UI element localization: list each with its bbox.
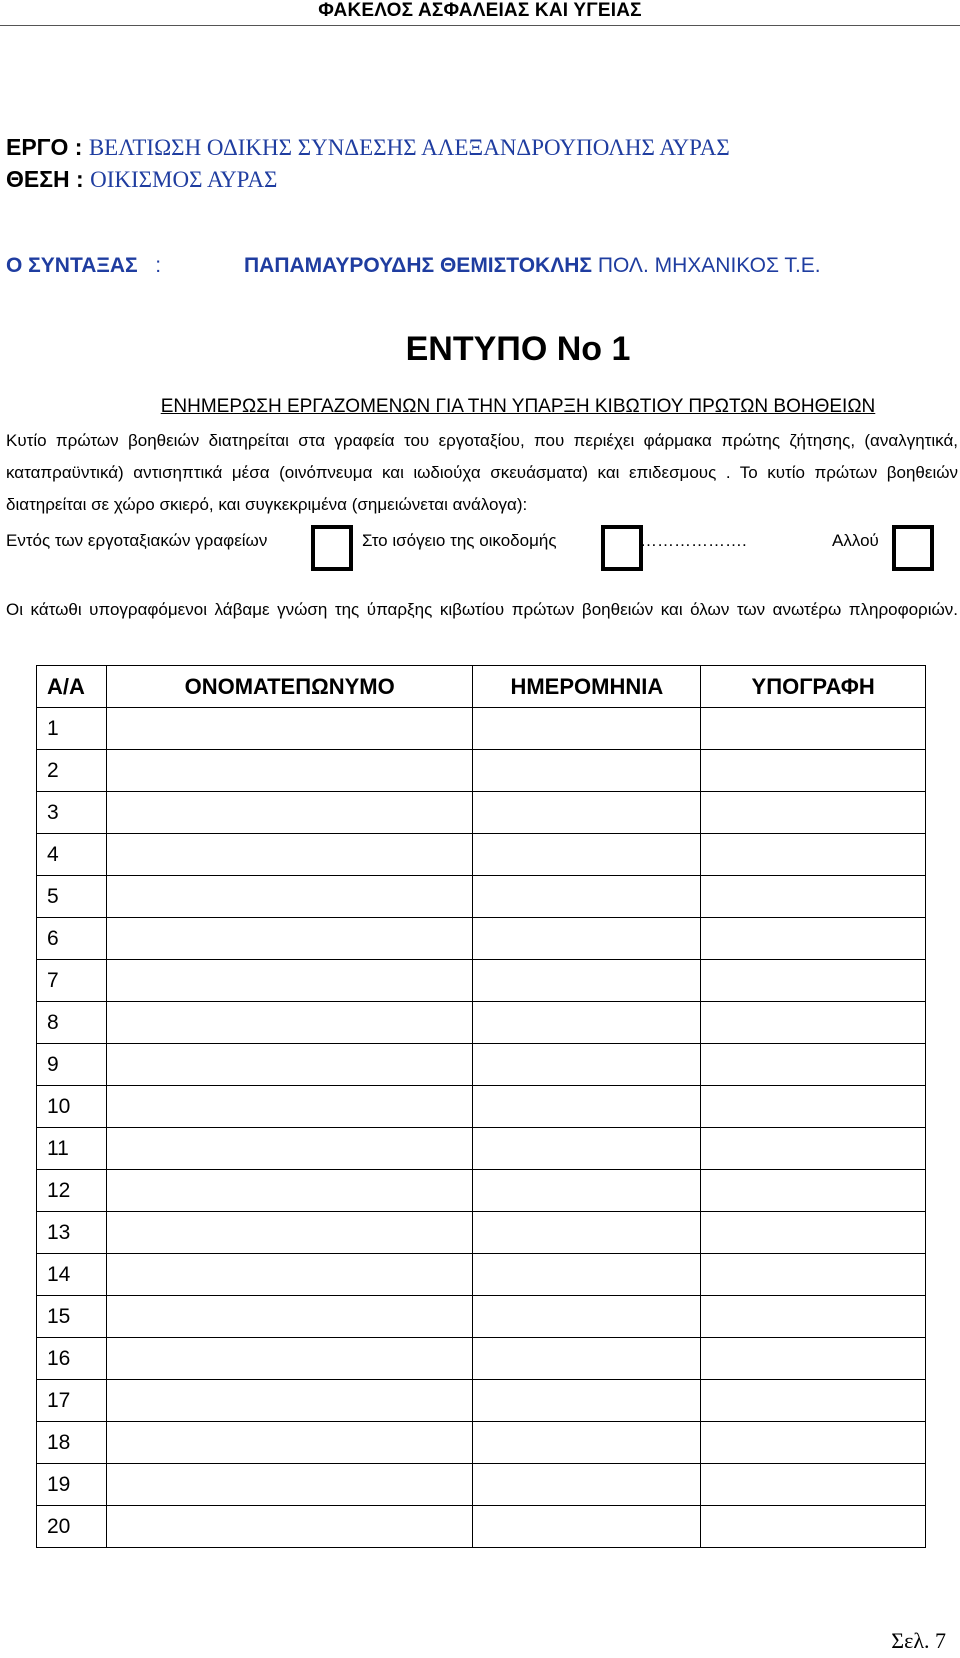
signature-cell[interactable] [701,1296,926,1338]
option-ground-floor-checkbox[interactable] [601,525,643,571]
option-other-label: Αλλού [832,531,879,550]
date-cell[interactable] [473,1506,701,1548]
signature-cell[interactable] [701,1170,926,1212]
table-row [37,1464,926,1506]
signature-cell[interactable] [701,1380,926,1422]
signature-cell[interactable] [701,960,926,1002]
name-cell[interactable] [106,960,473,1002]
date-cell[interactable] [473,1044,701,1086]
row-number: 20 [37,1506,107,1548]
table-row [37,1380,926,1422]
date-cell[interactable] [473,1422,701,1464]
signature-cell[interactable] [701,1254,926,1296]
signature-cell[interactable] [701,1086,926,1128]
author-name: ΠΑΠΑΜΑΥΡΟΥΔΗΣ ΘΕΜΙΣΤΟΚΛΗΣ [244,254,592,277]
ergo-label: ΕΡΓΟ : [6,134,89,160]
row-number: 7 [37,960,107,1002]
option-ground-floor [362,531,557,551]
option-office-checkbox[interactable] [311,525,353,571]
name-cell[interactable] [106,1422,473,1464]
info-paragraph: Κυτίο πρώτων βοηθειών διατηρείται στα γραφεία του εργοταξίου, που περιέχει φάρμακα πρώτης ζήτησης, (αναλγητικά, καταπραϋντικά) αντισηπτικά μέσα (οινόπνευμα και ιωδιούχα σκευάσματα) και επιδεσμους . Το κυτίο πρώτων βοηθειών διατηρείται σε χώρο σκιερό, και συγκεκριμένα (σημειώνεται ανάλογα): [6,431,958,514]
row-number: 16 [37,1338,107,1380]
table-row [37,1170,926,1212]
project-ergo-line [6,134,730,161]
option-other-dots: ………………. [640,531,747,550]
date-cell[interactable] [473,876,701,918]
date-cell[interactable] [473,792,701,834]
option-office-label: Εντός των εργοταξιακών γραφείων [6,531,268,550]
table-row [37,1506,926,1548]
form-title: ΕΝΤΥΠΟ Νο 1 [405,330,631,368]
row-number: 14 [37,1254,107,1296]
name-cell[interactable] [106,876,473,918]
date-cell[interactable] [473,708,701,750]
project-thesi-line [6,166,277,193]
name-cell[interactable] [106,708,473,750]
signature-cell[interactable] [701,1212,926,1254]
option-ground-floor-label: Στο ισόγειο της οικοδομής [362,531,557,550]
date-cell[interactable] [473,1212,701,1254]
name-cell[interactable] [106,1170,473,1212]
table-row [37,750,926,792]
signature-cell[interactable] [701,1464,926,1506]
table-row [37,1044,926,1086]
row-number: 3 [37,792,107,834]
table-row [37,792,926,834]
name-cell[interactable] [106,1464,473,1506]
signature-cell[interactable] [701,1002,926,1044]
row-number: 5 [37,876,107,918]
row-number: 12 [37,1170,107,1212]
table-header-row [37,666,926,708]
row-number: 1 [37,708,107,750]
date-cell[interactable] [473,1086,701,1128]
row-number: 13 [37,1212,107,1254]
acknowledgement-paragraph: Οι κάτωθι υπογραφόμενοι λάβαμε γνώση της ύπαρξης κιβωτίου πρώτων βοηθειών και όλων των ανωτέρω πληροφοριών. [6,600,958,619]
row-number: 2 [37,750,107,792]
signature-cell[interactable] [701,876,926,918]
signature-cell[interactable] [701,792,926,834]
name-cell[interactable] [106,1086,473,1128]
row-number: 10 [37,1086,107,1128]
author-label: Ο ΣΥΝΤΑΞΑΣ : [6,254,162,277]
page-header-title: ΦΑΚΕΛΟΣ ΑΣΦΑΛΕΙΑΣ ΚΑΙ ΥΓΕΙΑΣ [318,0,642,21]
header-divider [0,25,960,26]
name-cell[interactable] [106,1044,473,1086]
date-cell[interactable] [473,1296,701,1338]
thesi-value: ΟΙΚΙΣΜΟΣ ΑΥΡΑΣ [90,167,278,192]
signature-table [36,665,926,1548]
date-cell[interactable] [473,750,701,792]
name-cell[interactable] [106,834,473,876]
row-number: 9 [37,1044,107,1086]
name-cell[interactable] [106,918,473,960]
date-cell[interactable] [473,918,701,960]
name-cell[interactable] [106,1380,473,1422]
row-number: 18 [37,1422,107,1464]
date-cell[interactable] [473,960,701,1002]
signature-cell[interactable] [701,708,926,750]
row-number: 8 [37,1002,107,1044]
row-number: 6 [37,918,107,960]
name-cell[interactable] [106,1506,473,1548]
date-cell[interactable] [473,834,701,876]
table-row [37,1338,926,1380]
table-row [37,918,926,960]
signature-cell[interactable] [701,834,926,876]
signature-cell[interactable] [701,1128,926,1170]
row-number: 19 [37,1464,107,1506]
table-row [37,708,926,750]
ergo-value: ΒΕΛΤΙΩΣΗ ΟΔΙΚΗΣ ΣΥΝΔΕΣΗΣ ΑΛΕΞΑΝΔΡΟΥΠΟΛΗΣ ΑΥΡΑΣ [88,135,730,160]
row-number: 15 [37,1296,107,1338]
signature-cell[interactable] [701,1044,926,1086]
location-options [6,531,267,551]
name-cell[interactable] [106,1002,473,1044]
date-cell[interactable] [473,1380,701,1422]
name-cell[interactable] [106,1254,473,1296]
option-other-checkbox[interactable] [892,525,934,571]
table-row [37,1296,926,1338]
date-cell[interactable] [473,1170,701,1212]
signature-cell[interactable] [701,918,926,960]
table-row [37,1002,926,1044]
table-row [37,1086,926,1128]
name-cell[interactable] [106,792,473,834]
table-row [37,1422,926,1464]
signature-cell[interactable] [701,750,926,792]
col-header-date: ΗΜΕΡΟΜΗΝΙΑ [473,666,701,708]
row-number: 4 [37,834,107,876]
col-header-name: ΟΝΟΜΑΤΕΠΩΝΥΜΟ [106,666,473,708]
name-cell[interactable] [106,1296,473,1338]
date-cell[interactable] [473,1002,701,1044]
table-row [37,1254,926,1296]
form-subtitle: ΕΝΗΜΕΡΩΣΗ ΕΡΓΑΖΟΜΕΝΩΝ ΓΙΑ ΤΗΝ ΥΠΑΡΞΗ ΚΙΒΩΤΙΟΥ ΠΡΩΤΩΝ ΒΟΗΘΕΙΩΝ [160,396,876,417]
page-number: Σελ. 7 [891,1628,946,1653]
name-cell[interactable] [106,1338,473,1380]
table-row [37,834,926,876]
name-cell[interactable] [106,750,473,792]
table-row [37,960,926,1002]
name-cell[interactable] [106,1128,473,1170]
col-header-signature: ΥΠΟΓΡΑΦΗ [701,666,926,708]
date-cell[interactable] [473,1254,701,1296]
thesi-label: ΘΕΣΗ : [6,166,91,192]
table-row [37,1212,926,1254]
signature-cell[interactable] [701,1506,926,1548]
date-cell[interactable] [473,1128,701,1170]
author-line [6,254,821,278]
row-number: 11 [37,1128,107,1170]
table-row [37,1128,926,1170]
row-number: 17 [37,1380,107,1422]
col-header-aa: Α/Α [37,666,107,708]
date-cell[interactable] [473,1338,701,1380]
table-row [37,876,926,918]
date-cell[interactable] [473,1464,701,1506]
author-role: ΠΟΛ. ΜΗΧΑΝΙΚΟΣ Τ.Ε. [597,254,821,277]
signature-cell[interactable] [701,1338,926,1380]
signature-cell[interactable] [701,1422,926,1464]
name-cell[interactable] [106,1212,473,1254]
